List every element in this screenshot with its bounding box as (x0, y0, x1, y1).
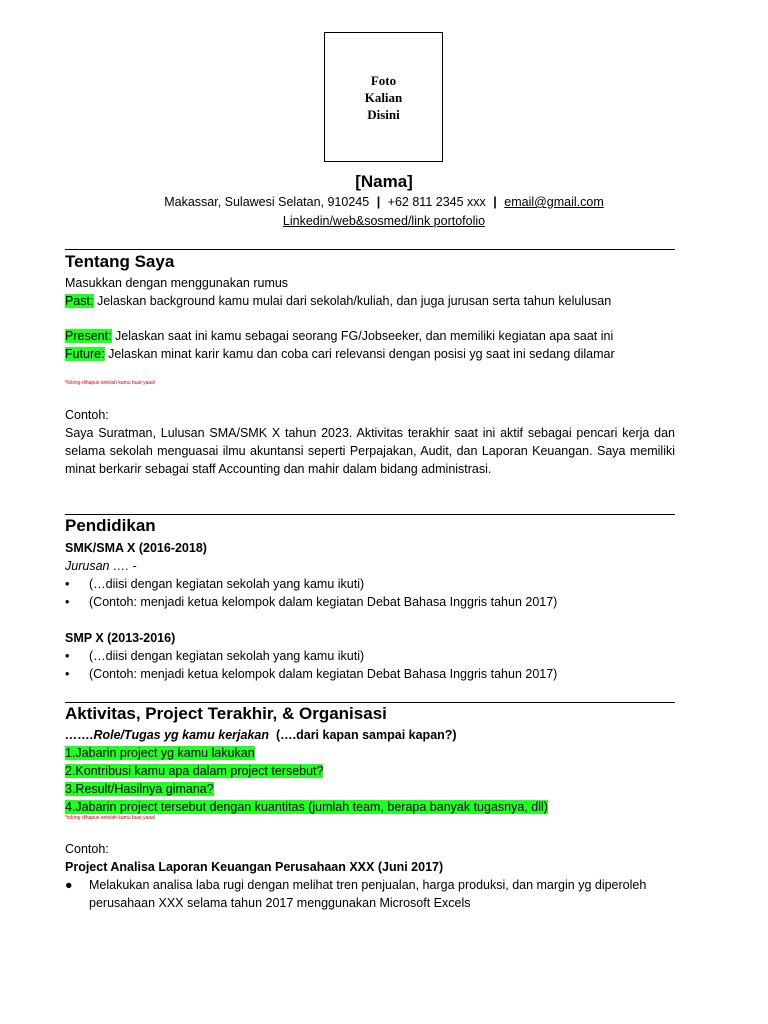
section-title-activities: Aktivitas, Project Terakhir, & Organisasi (65, 704, 387, 723)
about-past (65, 292, 675, 310)
separator: | (376, 195, 381, 209)
about-future (65, 345, 675, 363)
section-divider (65, 702, 675, 703)
photo-text-1: Foto (370, 72, 397, 88)
about-example-text: Saya Suratman, Lulusan SMA/SMK X tahun 2023. Aktivitas terakhir saat ini aktif sebagai pencari kerja dan selama sekolah menguasai ilmu akuntansi seperti Perpajakan, Audit, dan Laporan Keuangan. Saya memiliki minat berkarir sebagai staff Accounting dan mahir dalam bidang administrasi. (65, 426, 675, 476)
about-example-label: Contoh: (65, 408, 109, 422)
email-link[interactable]: email@gmail.com (504, 195, 604, 209)
photo-text-3: Disini (367, 106, 400, 122)
future-text: Jelaskan minat karir kamu dan coba cari relevansi dengan posisi yg saat ini sedang dilamar (104, 347, 615, 361)
section-divider (65, 514, 675, 515)
school-2-title: SMP X (2013-2016) (65, 631, 176, 645)
bullet-icon: • (65, 577, 70, 591)
section-divider (65, 249, 675, 250)
role-line: …….Role/Tugas yg kamu kerjakan (….dari kapan sampai kapan?) (65, 728, 457, 742)
separator: | (493, 195, 497, 209)
project-title: Project Analisa Laporan Keuangan Perusahaan XXX (Juni 2017) (65, 860, 444, 874)
about-intro: Masukkan dengan menggunakan rumus (65, 276, 289, 290)
past-text: Jelaskan background kamu mulai dari sekolah/kuliah, dan juga jurusan serta tahun kelulusan (93, 294, 612, 308)
bullet-icon: • (65, 595, 70, 609)
step-1: 1.Jabarin project yg kamu lakukan (65, 746, 255, 760)
activities-example-label: Contoh: (65, 842, 109, 856)
future-label: Future: (65, 347, 105, 361)
delete-note: *tolong dihapus setelah kamu buat yaaa! (65, 815, 156, 821)
portfolio-link[interactable]: Linkedin/web&sosmed/link portofolio (282, 214, 486, 228)
step-2: 2.Kontribusi kamu apa dalam project tersebut? (65, 764, 324, 778)
delete-note: *tolong dihapus setelah kamu buat yaaa! (65, 380, 156, 386)
school-1-title: SMK/SMA X (2016-2018) (65, 541, 207, 555)
phone: +62 811 2345 xxx (387, 195, 486, 209)
address: Makassar, Sulawesi Selatan, 910245 (164, 195, 370, 209)
step-4: 4.Jabarin project tersebut dengan kuantitas (jumlah team, berapa banyak tugasnya, dll) (65, 800, 548, 814)
section-title-about: Tentang Saya (65, 252, 175, 271)
resume-name: [Nama] (355, 172, 413, 191)
bullet-icon: • (65, 667, 70, 681)
present-text: Jelaskan saat ini kamu sebagai seorang FG/Jobseeker, dan memiliki kegiatan apa saat ini (111, 329, 614, 343)
resume-page: Foto Kalian Disini [Nama] Makassar, Sulawesi Selatan, 910245 | +62 811 2345 xxx | email@gmail.com Linkedin/web&sosmed/link portofolio Tentang Saya Masukkan dengan menggunakan rumus Past: Jelaskan background kamu mulai dari sekolah/kuliah, dan juga jurusan serta tahun kelulusan Present: Jelaskan saat ini kamu sebagai seorang FG/Jobseeker, dan memiliki kegiatan apa saat ini Future: Jelaskan minat karir kamu dan coba cari relevansi dengan posisi yg saat ini sedang dilamar *tolong dihapus setelah kamu buat yaaa! Contoh: Saya Suratman, Lulusan SMA/SMK X tahun 2023. Aktivitas terakhir saat ini aktif sebagai pencari kerja dan selama sekolah menguasai ilmu akuntansi seperti Perpajakan, Audit, dan Laporan Keuangan. Saya memiliki minat berkarir sebagai staff Accounting dan mahir dalam bidang administrasi. Pendidikan SMK/SMA X (2016-2018) Jurusan …. - • (…diisi dengan kegiatan sekolah yang kamu ikuti) • (Contoh: menjadi ketua kelompok dalam kegiatan Debat Bahasa Inggris tahun 2017) SMP X (2013-2016) • (…diisi dengan kegiatan sekolah yang kamu ikuti) • (Contoh: menjadi ketua kelompok dalam kegiatan Debat Bahasa Inggris tahun 2017) Aktivitas, Project Terakhir, & Organisasi …….Role/Tugas yg kamu kerjakan (….dari kapan sampai kapan?) 1.Jabarin project yg kamu lakukan 2.Kontribusi kamu apa dalam project tersebut? 3.Result/Hasilnya gimana? 4.Jabarin project tersebut dengan kuantitas (jumlah team, berapa banyak tugasnya, dll) *tolong dihapus setelah kamu buat yaaa! Contoh: Project Analisa Laporan Keuangan Perusahaan XXX (Juni 2017) ● Melakukan analisa laba rugi dengan melihat tren penjualan, harga produksi, dan margin yg diperoleh perusahaan XXX selama tahun 2017 menggunakan Microsoft Excels (0, 0, 768, 1024)
bullet-icon: ● (65, 878, 73, 892)
about-present (65, 327, 675, 345)
step-3: 3.Result/Hasilnya gimana? (65, 782, 214, 796)
photo-placeholder (324, 32, 443, 162)
school-1-major: Jurusan …. - (65, 559, 137, 573)
contact-line (0, 195, 768, 209)
bullet-icon: • (65, 649, 70, 663)
present-label: Present: (65, 329, 112, 343)
photo-text-2: Kalian (364, 89, 403, 105)
section-title-education: Pendidikan (65, 516, 156, 535)
past-label: Past: (65, 294, 94, 308)
